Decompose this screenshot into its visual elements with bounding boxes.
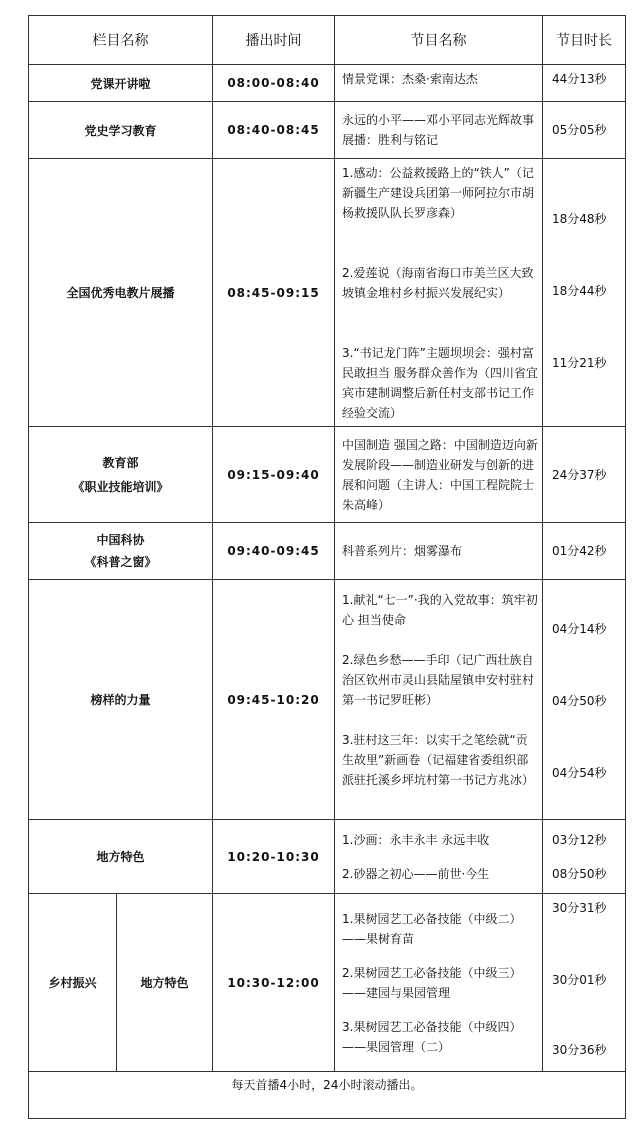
duration-item: 30分36秒 (552, 1043, 607, 1057)
column-name: 乡村振兴 (29, 894, 117, 1072)
duration-item: 30分01秒 (552, 973, 607, 987)
header-program: 节目名称 (335, 16, 543, 65)
column-name-line: 中国科协 (96, 533, 145, 547)
program-item: 2.果树园艺工必备技能（中级三）——建园与果园管理 (342, 965, 522, 1000)
program-item: 1.果树园艺工必备技能（中级二）——果树育苗 (342, 911, 522, 946)
program-item: 情景党课：杰桑·索南达杰 (342, 72, 478, 86)
header-duration: 节目时长 (543, 16, 626, 65)
table-row (29, 65, 626, 102)
program-item: 2.砂器之初心——前世·今生 (342, 866, 490, 881)
header-air-time: 播出时间 (213, 16, 335, 65)
duration-item: 18分44秒 (552, 283, 607, 298)
sub-column-name: 地方特色 (117, 894, 213, 1072)
column-name: 党课开讲啦 (29, 65, 213, 102)
column-name: 榜样的力量 (29, 580, 213, 820)
duration-item: 24分37秒 (552, 467, 607, 482)
table-row (29, 159, 626, 427)
header-col-name: 栏目名称 (29, 16, 213, 65)
air-time: 10:20-10:30 (213, 820, 335, 894)
duration-item: 18分48秒 (552, 211, 607, 226)
column-name: 党史学习教育 (29, 102, 213, 159)
duration-item: 30分31秒 (552, 901, 607, 915)
program-item: 3.驻村这三年：以实干之笔绘就“贡生故里”新画卷（记福建省委组织部派驻托溪乡坪坑村第一书记方兆冰） (342, 732, 535, 787)
air-time: 08:45-09:15 (213, 159, 335, 427)
column-name (29, 523, 213, 580)
table-row (29, 894, 626, 1072)
duration-item: 04分50秒 (552, 693, 607, 708)
duration-item: 44分13秒 (552, 72, 607, 86)
duration-item: 04分14秒 (552, 621, 607, 636)
air-time: 08:40-08:45 (213, 102, 335, 159)
table-row (29, 820, 626, 894)
program-item: 科普系列片：烟雾瀑布 (342, 544, 463, 558)
program-item: 中国制造 强国之路：中国制造迈向新发展阶段——制造业研发与创新的进展和问题（主讲人：中国工程院院士朱高峰） (342, 437, 538, 512)
program-item: 2.绿色乡愁——手印（记广西壮族自治区钦州市灵山县陆屋镇申安村驻村第一书记罗旺彬） (342, 652, 535, 707)
air-time: 08:00-08:40 (213, 65, 335, 102)
air-time: 09:45-10:20 (213, 580, 335, 820)
program-item: 永远的小平——邓小平同志光辉故事展播：胜利与铭记 (342, 113, 535, 147)
program-item: 1.感动：公益救援路上的“铁人”（记新疆生产建设兵团第一师阿拉尔市胡杨救援队队长罗彦森） (342, 165, 535, 220)
column-name: 地方特色 (29, 820, 213, 894)
duration-item: 08分50秒 (552, 866, 607, 881)
duration-item: 03分12秒 (552, 832, 607, 847)
duration-item: 11分21秒 (552, 355, 607, 370)
air-time: 09:40-09:45 (213, 523, 335, 580)
footer-note: 每天首播4小时，24小时滚动播出。 (29, 1072, 626, 1119)
column-name (29, 427, 213, 523)
column-name-line: 《职业技能培训》 (72, 479, 169, 494)
program-item: 1.献礼“七一”·我的入党故事：筑牢初心 担当使命 (342, 592, 538, 627)
header-row (29, 16, 626, 65)
schedule-table (28, 15, 626, 1119)
table-row (29, 523, 626, 580)
column-name-line: 教育部 (102, 455, 139, 470)
footer-row (29, 1072, 626, 1119)
table-row (29, 427, 626, 523)
program-item: 3.“书记龙门阵”主题坝坝会：强村富民敢担当 服务群众善作为（四川省宜宾市建制调整后新任村支部书记工作经验交流） (342, 345, 538, 420)
duration-item: 05分05秒 (552, 123, 607, 137)
column-name-line: 《科普之窗》 (84, 555, 157, 569)
air-time: 10:30-12:00 (213, 894, 335, 1072)
duration-item: 04分54秒 (552, 765, 607, 780)
air-time: 09:15-09:40 (213, 427, 335, 523)
table-row (29, 580, 626, 820)
program-item: 2.爱莲说（海南省海口市美兰区大致坡镇金堆村乡村振兴发展纪实） (342, 265, 534, 300)
table-row (29, 102, 626, 159)
program-item: 3.果树园艺工必备技能（中级四）——果园管理（二） (342, 1019, 522, 1054)
program-item: 1.沙画：永丰永丰 永远丰收 (342, 832, 490, 847)
column-name: 全国优秀电教片展播 (29, 159, 213, 427)
duration-item: 01分42秒 (552, 544, 607, 558)
